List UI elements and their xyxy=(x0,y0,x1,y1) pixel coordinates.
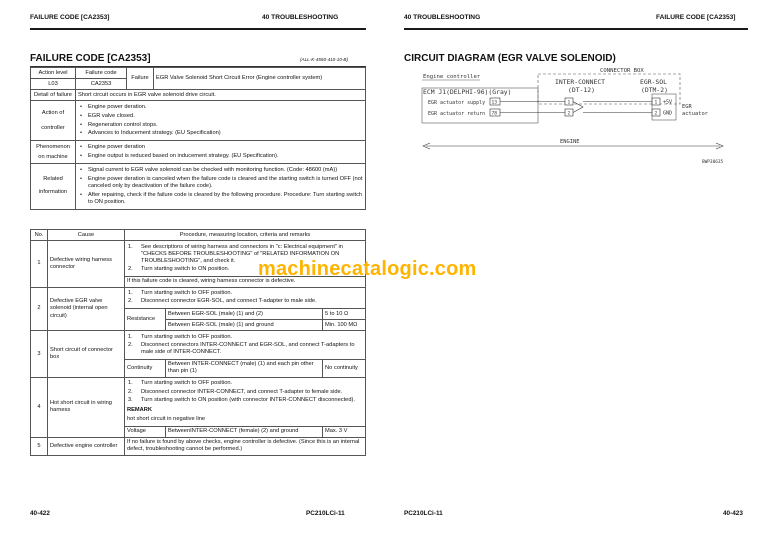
measure-between: Between INTER-CONNECT (male) (1) and each pin other than pin (1) xyxy=(166,359,323,377)
ecm-pin-13-label: 13 xyxy=(491,100,498,106)
remark-label: REMARK xyxy=(127,407,152,414)
table-row xyxy=(31,287,366,331)
failure-code-value: CA2353 xyxy=(76,79,127,90)
step-item: 3. Turn starting switch to ON position (with connector INTER-CONNECT disconnected). xyxy=(128,396,355,403)
step-item: 1. Turn starting switch to OFF position. xyxy=(128,290,233,297)
signal-return: EGR actuator return xyxy=(428,111,486,117)
row-cause: Hot short circuit in wiring harness xyxy=(48,377,125,437)
step-text: Turn starting switch to OFF position. xyxy=(141,380,233,387)
egr-actuator-label-2: actuator xyxy=(682,111,708,117)
measure-between: Between EGR-SOL (male) (1) and ground xyxy=(166,320,323,331)
figure-code: BWP30635 xyxy=(702,160,724,165)
row-cause: Defective wiring harness connector xyxy=(48,241,125,288)
phenomenon-list xyxy=(78,144,363,160)
ecm-label: ECM J1(DELPHI-96)(Gray) xyxy=(423,88,512,96)
list-item: • Engine power deration xyxy=(78,144,363,151)
inter-connect-code: (DT-12) xyxy=(568,86,595,94)
step-item: 1. Turn starting switch to OFF position. xyxy=(128,380,233,387)
table-row xyxy=(31,377,366,437)
step-text: Turn starting switch to OFF position. xyxy=(141,333,233,340)
header-right: 40 TROUBLESHOOTING xyxy=(262,14,339,21)
watermark: machinecatalogic.com xyxy=(258,258,477,280)
action-list xyxy=(78,104,363,137)
related-cell xyxy=(76,164,366,210)
action-level-label: Action level xyxy=(31,68,76,79)
page-title: CIRCUIT DIAGRAM (EGR VALVE SOLENOID) xyxy=(404,53,616,64)
measure-label: Continuity xyxy=(125,359,166,377)
signal-supply: EGR actuator supply xyxy=(428,100,486,106)
measure-table xyxy=(125,426,365,437)
step-text: Turn starting switch to OFF position. xyxy=(141,290,233,297)
row-no: 3 xyxy=(31,331,48,378)
right-page xyxy=(384,0,768,542)
row-text: If no failure is found by above checks, engine controller is defective. (Since this is an internal defect, troubleshooting cannot be performed.) xyxy=(125,437,366,455)
row-cause: Defective EGR valve solenoid (internal open circuit) xyxy=(48,287,125,331)
step-item: 1. See descriptions of wiring harness and connectors in "c: Electrical equipment" in "CHECKS BEFORE TROUBLESHOOTING" of "RELATED INFORMATION ON TROUBLESHOOTING", and check it. xyxy=(128,243,343,264)
egr-sol-code: (DTM-2) xyxy=(641,86,668,94)
list-item: • Engine power deration. xyxy=(78,104,363,111)
egr-signal-gnd: GND xyxy=(663,110,673,117)
step-list xyxy=(125,288,365,308)
step-text: Disconnect connector EGR-SOL, and connect T-adapter to male side. xyxy=(141,298,317,305)
circuit-diagram xyxy=(420,64,738,172)
failure-code-label: Failure code xyxy=(76,68,127,79)
row-cause: Short circuit of connector box xyxy=(48,331,125,378)
measure-between: BetweenINTER-CONNECT (female) (2) and ground xyxy=(166,426,323,437)
footer-left: PC210LCi-11 xyxy=(404,510,443,517)
col-cause: Cause xyxy=(48,230,125,241)
phenomenon-label-line1: Phenomenon xyxy=(36,143,70,150)
related-list xyxy=(78,167,363,206)
step-list xyxy=(125,331,365,358)
failure-label: Failure xyxy=(127,68,154,90)
row-no: 1 xyxy=(31,241,48,288)
egr-pin-2-label: 2 xyxy=(654,111,658,117)
measure-table xyxy=(125,359,365,377)
header-left: 40 TROUBLESHOOTING xyxy=(404,14,481,21)
connector-box-label: CONNECTOR BOX xyxy=(600,68,644,74)
measure-label: Voltage xyxy=(125,426,166,437)
action-cell xyxy=(76,101,366,141)
phenomenon-label-line2: on machine xyxy=(38,153,68,160)
inter-connect-label: INTER-CONNECT xyxy=(555,78,606,86)
step-item: 2. Disconnect connector INTER-CONNECT, and connect T-adapter to female side. xyxy=(128,388,343,395)
row-no: 5 xyxy=(31,437,48,455)
remark-text: hot short circuit in negative line xyxy=(127,416,206,423)
measure-value: Min. 100 MΩ xyxy=(323,320,366,331)
row-procedure xyxy=(125,331,366,378)
row-no: 4 xyxy=(31,377,48,437)
action-label-line1: Action of xyxy=(41,109,65,116)
list-item: • Regeneration control stops. xyxy=(78,122,363,129)
step-text: Disconnect connector INTER-CONNECT, and connect T-adapter to female side. xyxy=(141,388,343,395)
header-rule xyxy=(404,28,748,30)
measure-value: Max. 3 V xyxy=(323,426,366,437)
measure-between: Between EGR-SOL (male) (1) and (2) xyxy=(166,309,323,320)
row-note: If this failure code is cleared, wiring harness connector is defective. xyxy=(125,276,366,287)
page-title: FAILURE CODE [CA2353] xyxy=(30,53,151,64)
step-text: Disconnect connectors INTER-CONNECT and EGR-SOL, and connect T-adapters to male side of INTER-CONNECT. xyxy=(141,341,355,355)
step-list xyxy=(125,378,365,406)
header-left: FAILURE CODE [CA2353] xyxy=(30,14,110,21)
header-right: FAILURE CODE [CA2353] xyxy=(656,14,736,21)
measure-value: No continuity xyxy=(323,359,366,377)
step-text: Turn starting switch to ON position (with connector INTER-CONNECT disconnected). xyxy=(141,396,355,403)
step-item: 2. Turn starting switch to ON position. xyxy=(128,266,230,272)
list-item: • Engine power deration is canceled when the failure code is cleared and the starting switch is turned OFF (not canceled only by deactivation of the failure code). xyxy=(78,176,363,190)
engine-label: ENGINE xyxy=(560,139,580,145)
related-label xyxy=(31,164,76,210)
footer-left: 40-422 xyxy=(30,510,50,517)
ic-connector-wedge xyxy=(573,102,583,113)
list-item: • Engine output is reduced based on inducement strategy. (EU Specification). xyxy=(78,153,363,160)
table-row xyxy=(31,331,366,378)
ic-pin-2-label: 2 xyxy=(567,111,571,117)
action-level-value: L03 xyxy=(31,79,76,90)
step-item: 2. Disconnect connector EGR-SOL, and connect T-adapter to male side. xyxy=(128,298,317,305)
step-text: See descriptions of wiring harness and connectors in "c: Electrical equipment" in "CHECKS BEFORE TROUBLESHOOTING" of "RELATED INFORMATION ON TROUBLESHOOTING", and check it. xyxy=(141,243,343,264)
col-no: No. xyxy=(31,230,48,241)
ecm-pin-78-label: 78 xyxy=(491,111,498,117)
col-procedure: Procedure, measuring location, criteria and remarks xyxy=(125,230,366,241)
failure-text: EGR Valve Solenoid Short Circuit Error (Engine controller system) xyxy=(154,68,366,90)
action-label xyxy=(31,101,76,141)
egr-sol-label: EGR-SOL xyxy=(640,78,667,86)
egr-pin-1-label: 1 xyxy=(654,100,658,106)
row-cause: Defective engine controller xyxy=(48,437,125,455)
info-table xyxy=(30,67,366,210)
step-item: 2. Disconnect connectors INTER-CONNECT and EGR-SOL, and connect T-adapters to male side of INTER-CONNECT. xyxy=(128,341,355,355)
action-label-line2: controller xyxy=(41,124,65,131)
related-label-line2: information xyxy=(38,189,68,196)
phenomenon-label xyxy=(31,141,76,164)
detail-text: Short circuit occurs in EGR valve solenoid drive circuit. xyxy=(76,90,366,101)
ic-pin-1-label: 1 xyxy=(567,100,571,106)
measure-table xyxy=(125,308,365,330)
detail-label: Detail of failure xyxy=(31,90,76,101)
list-item: • EGR valve closed. xyxy=(78,113,363,120)
phenomenon-cell xyxy=(76,141,366,164)
measure-value: 5 to 10 Ω xyxy=(323,309,366,320)
table-row xyxy=(31,437,366,455)
egr-actuator-label-1: EGR xyxy=(682,104,692,110)
list-item: • After repairing, check if the failure code is cleared by the following procedure. Procedure: Turn starting switch to ON position. xyxy=(78,192,363,206)
row-no: 2 xyxy=(31,287,48,331)
footer-right: PC210LCi-11 xyxy=(306,510,345,517)
related-label-line1: Related xyxy=(43,176,63,183)
row-procedure xyxy=(125,287,366,331)
header-rule xyxy=(30,28,366,30)
egr-signal-5v: +5V xyxy=(663,99,673,106)
step-item: 1. Turn starting switch to OFF position. xyxy=(128,333,233,340)
list-item: • Signal current to EGR valve solenoid can be checked with monitoring function. (Code: 48600 (mA)) xyxy=(78,167,363,174)
list-item: • Advances to Inducement strategy. (EU Specification) xyxy=(78,130,363,137)
footer-right: 40-423 xyxy=(723,510,743,517)
step-text: Turn starting switch to ON position. xyxy=(141,266,230,272)
row-procedure xyxy=(125,377,366,437)
doc-code: (ALL-K-4550-410-10-B) xyxy=(300,57,349,62)
engine-controller-label: Engine controller xyxy=(423,74,481,80)
measure-label: Resistance xyxy=(125,309,166,331)
